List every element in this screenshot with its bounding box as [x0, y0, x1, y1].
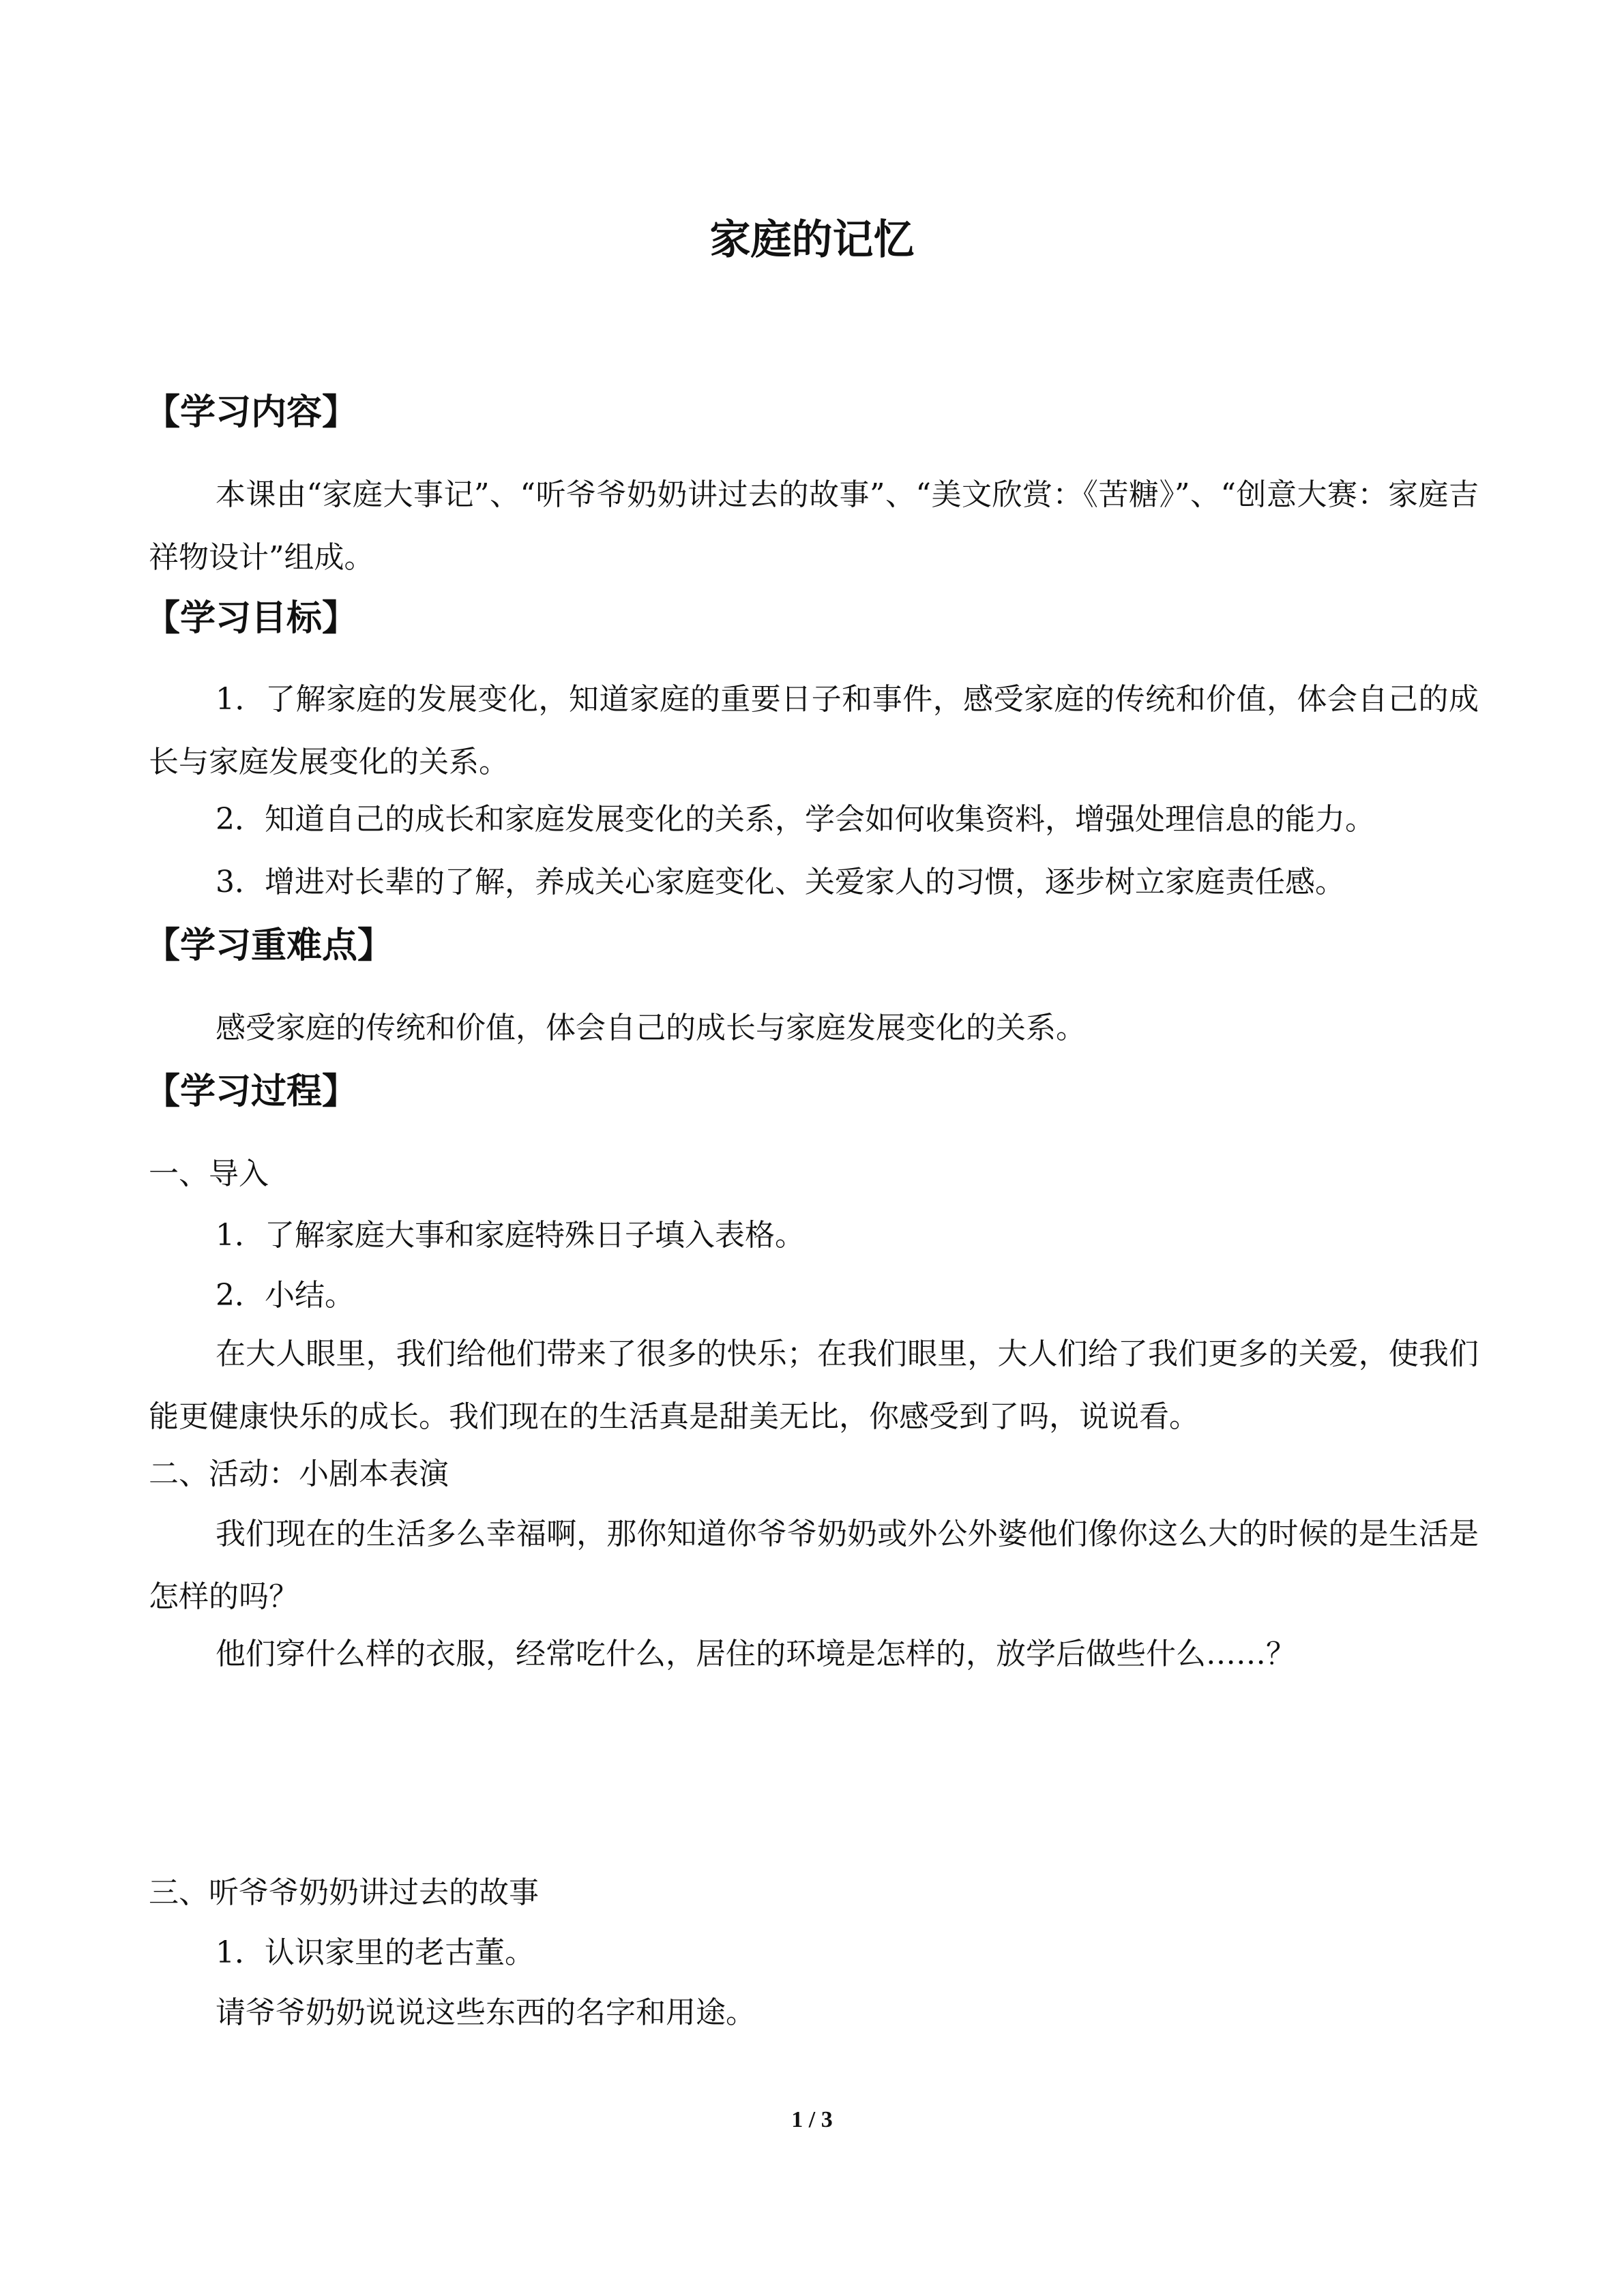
section-heading-key-points: 【学习重难点】 [145, 925, 394, 966]
process-part1-title: 一、导入 [149, 1157, 269, 1191]
section-heading-goals: 【学习目标】 [145, 598, 358, 639]
process-part3-item-1: 1．认识家里的老古董。 [216, 1935, 535, 1970]
process-part3-title: 三、听爷爷奶奶讲过去的故事 [149, 1875, 539, 1910]
goal-item-3: 3．增进对长辈的了解，养成关心家庭变化、关爱家人的习惯，逐步树立家庭责任感。 [216, 865, 1345, 899]
process-part1-item-1: 1．了解家庭大事和家庭特殊日子填入表格。 [216, 1218, 805, 1253]
section-heading-process: 【学习过程】 [145, 1071, 358, 1112]
process-part2-paragraph-2: 他们穿什么样的衣服，经常吃什么，居住的环境是怎样的，放学后做些什么……？ [216, 1637, 1296, 1671]
page-number: 1 / 3 [791, 2107, 833, 2132]
process-part1-paragraph: 在大人眼里，我们给他们带来了很多的快乐；在我们眼里，大人们给了我们更多的关爱，使我们能更健康快乐的成长。我们现在的生活真是甜美无比，你感受到了吗，说说看。 [149, 1337, 1479, 1434]
process-part2-paragraph-1: 我们现在的生活多么幸福啊，那你知道你爷爷奶奶或外公外婆他们像你这么大的时候的是生活是怎样的吗？ [149, 1517, 1479, 1614]
goal-item-1: 1．了解家庭的发展变化，知道家庭的重要日子和事件，感受家庭的传统和价值，体会自己的成长与家庭发展变化的关系。 [149, 682, 1479, 779]
process-part3-paragraph: 请爷爷奶奶说说这些东西的名字和用途。 [216, 1995, 756, 2030]
process-part1-item-2: 2．小结。 [216, 1278, 355, 1313]
process-part2-title: 二、活动：小剧本表演 [149, 1457, 449, 1491]
goal-item-2: 2．知道自己的成长和家庭发展变化的关系，学会如何收集资料，增强处理信息的能力。 [216, 802, 1375, 837]
key-points-text: 感受家庭的传统和价值，体会自己的成长与家庭发展变化的关系。 [216, 1011, 1086, 1045]
section-heading-content: 【学习内容】 [145, 392, 358, 433]
document-title: 家庭的记忆 [709, 216, 915, 264]
content-paragraph: 本课由“家庭大事记”、“听爷爷奶奶讲过去的故事”、“美文欣赏：《苦糖》”、“创意大赛：家庭吉祥物设计”组成。 [149, 477, 1479, 575]
